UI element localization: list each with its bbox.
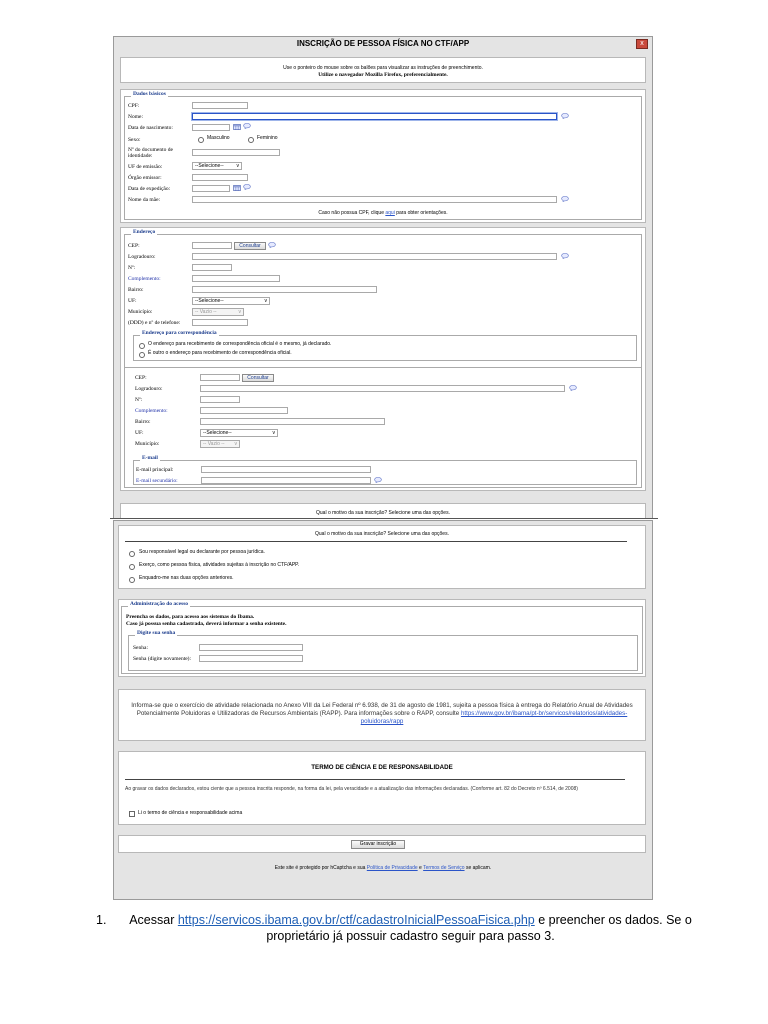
senha-repeat-label: Senha (digite novamente): [133, 656, 192, 662]
corresp-same-label: O endereço para recebimento de correspondência oficial é o mesmo, já declarado. [148, 341, 332, 347]
mae-input[interactable] [192, 196, 557, 203]
terms-link[interactable]: Termos de Serviço [423, 865, 465, 871]
email-fieldset [133, 455, 637, 485]
chevron-down-icon: v [264, 298, 267, 304]
rapp-link[interactable]: https://www.gov.br/ibama/pt-br/servicos/relatorios/atividades-poluidoras/rapp [360, 710, 628, 725]
divider [125, 367, 641, 368]
senha-fieldset [128, 630, 638, 671]
telefone-label: (DDD) e nº de telefone: [128, 320, 181, 326]
orgao-input[interactable] [192, 174, 248, 181]
nome-label: Nome: [128, 114, 143, 120]
gravar-inscricao-button[interactable]: Gravar inscrição [351, 840, 405, 849]
motivo-opt1-radio[interactable] [129, 551, 135, 557]
cep-label: CEP: [128, 243, 140, 249]
masculino-label: Masculino [207, 135, 230, 141]
termo-title: TERMO DE CIÊNCIA E DE RESPONSABILIDADE [311, 764, 453, 771]
uf-select[interactable]: --Selecione-- v [192, 297, 270, 305]
nascimento-label: Data de nascimento: [128, 125, 173, 131]
gravar-panel [118, 835, 646, 853]
expedicao-input[interactable] [192, 185, 230, 192]
senha-repeat-input[interactable] [199, 655, 303, 662]
intro-line2: Utilize o navegador Mozilla Firefox, preferencialmente. [318, 72, 448, 78]
divider [125, 779, 625, 780]
acesso-line2: Caso já possua senha cadastrada, deverá informar a senha existente. [126, 621, 287, 627]
help-bubble-icon[interactable] [243, 123, 251, 129]
intro-panel [120, 57, 646, 83]
email-secundario-label: E-mail secundário: [136, 478, 178, 484]
chevron-down-icon: v [234, 441, 237, 447]
motivo-panel [118, 525, 646, 589]
corresp-cep-label: CEP: [135, 375, 147, 381]
corresp-same-radio[interactable] [139, 343, 145, 349]
corresp-numero-input[interactable] [200, 396, 240, 403]
cpf-input[interactable] [192, 102, 248, 109]
motivo-opt3-radio[interactable] [129, 577, 135, 583]
chevron-down-icon: v [238, 309, 241, 315]
motivo-opt2-label: Exerço, como pessoa física, atividades sujeitas à inscrição no CTF/APP. [139, 562, 300, 568]
complemento-input[interactable] [192, 275, 280, 282]
termo-panel [118, 751, 646, 825]
chevron-down-icon: v [236, 163, 239, 169]
expedicao-label: Data de expedição: [128, 186, 171, 192]
correspondencia-legend: Endereço para correspondência [142, 330, 217, 336]
corresp-uf-label: UF: [135, 430, 144, 436]
divider [125, 541, 627, 542]
acesso-fieldset [121, 601, 643, 674]
cpf-label: CPF: [128, 103, 140, 109]
termo-text: Ao gravar os dados declarados, estou ciente que a pessoa inscrita responde, na forma da lei, pela veracidade e a atualização das informações declaradas. (Conforme art. 82 do Decreto nº 6.514, de 2008) [125, 786, 578, 792]
telefone-input[interactable] [192, 319, 248, 326]
uf-label: UF: [128, 298, 137, 304]
dados-basicos-legend: Dados básicos [133, 91, 166, 97]
dados-basicos-panel [120, 89, 646, 223]
no-cpf-note: Caso não possua CPF, clique aqui para obter orientações. [318, 210, 448, 216]
form-screenshot-top [113, 36, 653, 518]
doc-label-line2: identidade: [128, 153, 153, 159]
step-line1: Acessar https://servicos.ibama.gov.br/ctf/cadastroInicialPessoaFisica.php e preencher os dados. Se o [129, 913, 692, 927]
corresp-logradouro-label: Logradouro: [135, 386, 163, 392]
motivo-opt2-radio[interactable] [129, 564, 135, 570]
email-principal-label: E-mail principal: [136, 467, 174, 473]
endereco-legend: Endereço [133, 229, 156, 235]
corresp-municipio-select[interactable]: -- Vazio -- v [200, 440, 240, 448]
email-secundario-input[interactable] [201, 477, 371, 484]
step-number: 1. [96, 913, 107, 927]
senha-label: Senha: [133, 645, 148, 651]
form-screenshot-bottom [113, 520, 653, 900]
no-cpf-link[interactable]: aqui [385, 210, 395, 216]
window-title: INSCRIÇÃO DE PESSOA FÍSICA NO CTF/APP [296, 39, 470, 48]
termo-checkbox-label: Li o termo de ciência e responsabilidade acima [138, 810, 243, 816]
motivo-question: Qual o motivo da sua inscrição? Selecione uma das opções. [316, 510, 450, 516]
motivo-opt1-label: Sou responsável legal ou declarante por pessoa jurídica. [139, 549, 265, 555]
email-principal-input[interactable] [201, 466, 371, 473]
cep-input[interactable] [192, 242, 232, 249]
numero-input[interactable] [192, 264, 232, 271]
termo-checkbox[interactable] [129, 811, 135, 817]
municipio-select[interactable]: -- Vazio -- v [192, 308, 244, 316]
step-body [115, 912, 706, 944]
bairro-input[interactable] [192, 286, 377, 293]
orgao-label: Órgão emissor: [128, 175, 162, 181]
rapp-info-text: Informa-se que o exercício de atividade relacionada no Anexo VIII da Lei Federal nº 6.938, de 31 de agosto de 1981, sujeita a pessoa física à entrega do Relatório Anual de Atividades Potencialmente Poluidoras e Utilizadoras de Recursos Ambientais (RAPP). Para informações sobre o RAPP, consulte https://www.gov.br/ibama/pt-br/servicos/relatorios/atividades-poluidoras/rapp [131, 702, 633, 725]
endereco-fieldset [124, 229, 642, 488]
endereco-panel [120, 227, 646, 491]
corresp-other-label: É outro o endereço para recebimento de correspondência oficial. [148, 350, 292, 356]
motivo-panel-cut [120, 503, 646, 519]
consultar-cep-button[interactable]: Consultar [234, 242, 266, 250]
help-bubble-icon[interactable] [561, 113, 569, 119]
corresp-complemento-input[interactable] [200, 407, 288, 414]
privacy-link[interactable]: Política de Privacidade [366, 865, 418, 871]
divider [110, 518, 658, 519]
help-bubble-icon[interactable] [268, 242, 276, 248]
corresp-municipio-label: Município: [135, 441, 160, 447]
help-bubble-icon[interactable] [561, 196, 569, 202]
intro-line1: Use o ponteiro do mouse sobre os balões para visualizar as instruções de preenchimento. [283, 65, 483, 71]
rapp-info-panel [118, 689, 646, 741]
logradouro-label: Logradouro: [128, 254, 156, 260]
nome-input[interactable] [192, 113, 557, 120]
nascimento-input[interactable] [192, 124, 230, 131]
mae-label: Nome da mãe: [128, 197, 161, 203]
correspondencia-fieldset [133, 330, 637, 361]
senha-legend: Digite sua senha [137, 630, 176, 636]
corresp-bairro-input[interactable] [200, 418, 385, 425]
corresp-other-radio[interactable] [139, 352, 145, 358]
calendar-icon[interactable] [233, 185, 241, 191]
logradouro-input[interactable] [192, 253, 557, 260]
complemento-label: Complemento: [128, 276, 161, 282]
sexo-label: Sexo: [128, 137, 141, 143]
uf-emissao-select[interactable]: --Selecione-- v [192, 162, 242, 170]
corresp-numero-label: Nº: [135, 397, 143, 403]
corresp-consultar-button[interactable]: Consultar [242, 374, 274, 382]
senha-input[interactable] [199, 644, 303, 651]
numero-label: Nº: [128, 265, 136, 271]
help-bubble-icon[interactable] [569, 385, 577, 391]
feminino-label: Feminino [257, 135, 278, 141]
feminino-radio[interactable] [248, 137, 254, 143]
corresp-complemento-label: Complemento: [135, 408, 168, 414]
masculino-radio[interactable] [198, 137, 204, 143]
motivo-opt3-label: Enquadro-me nas duas opções anteriores. [139, 575, 234, 581]
acesso-panel [118, 599, 646, 677]
step-url-link[interactable]: https://servicos.ibama.gov.br/ctf/cadastroInicialPessoaFisica.php [177, 913, 535, 927]
acesso-legend: Administração do acesso [130, 601, 189, 607]
step-line2: proprietário já possuir cadastro seguir para passo 3. [266, 929, 555, 943]
doc-label-line1: Nº do documento de [128, 147, 173, 153]
doc-input[interactable] [192, 149, 280, 156]
bairro-label: Bairro: [128, 287, 144, 293]
chevron-down-icon: v [272, 430, 275, 436]
close-icon[interactable]: x [636, 39, 648, 49]
corresp-logradouro-input[interactable] [200, 385, 565, 392]
calendar-icon[interactable] [233, 124, 241, 130]
captcha-note: Este site é protegido por hCaptcha e sua Política de Privacidade e Termos de Serviço se aplicam. [274, 865, 492, 871]
email-legend: E-mail [142, 455, 158, 461]
motivo-question: Qual o motivo da sua inscrição? Selecione uma das opções. [315, 531, 449, 537]
help-bubble-icon[interactable] [374, 477, 382, 483]
corresp-cep-input[interactable] [200, 374, 240, 381]
dados-basicos-fieldset [124, 91, 642, 220]
acesso-line1: Preencha os dados, para acesso aos sistemas do Ibama. [126, 614, 255, 620]
municipio-label: Município: [128, 309, 153, 315]
help-bubble-icon[interactable] [561, 253, 569, 259]
corresp-uf-select[interactable]: --Selecione-- v [200, 429, 278, 437]
help-bubble-icon[interactable] [243, 184, 251, 190]
corresp-bairro-label: Bairro: [135, 419, 151, 425]
uf-emissao-label: UF de emissão: [128, 164, 163, 170]
